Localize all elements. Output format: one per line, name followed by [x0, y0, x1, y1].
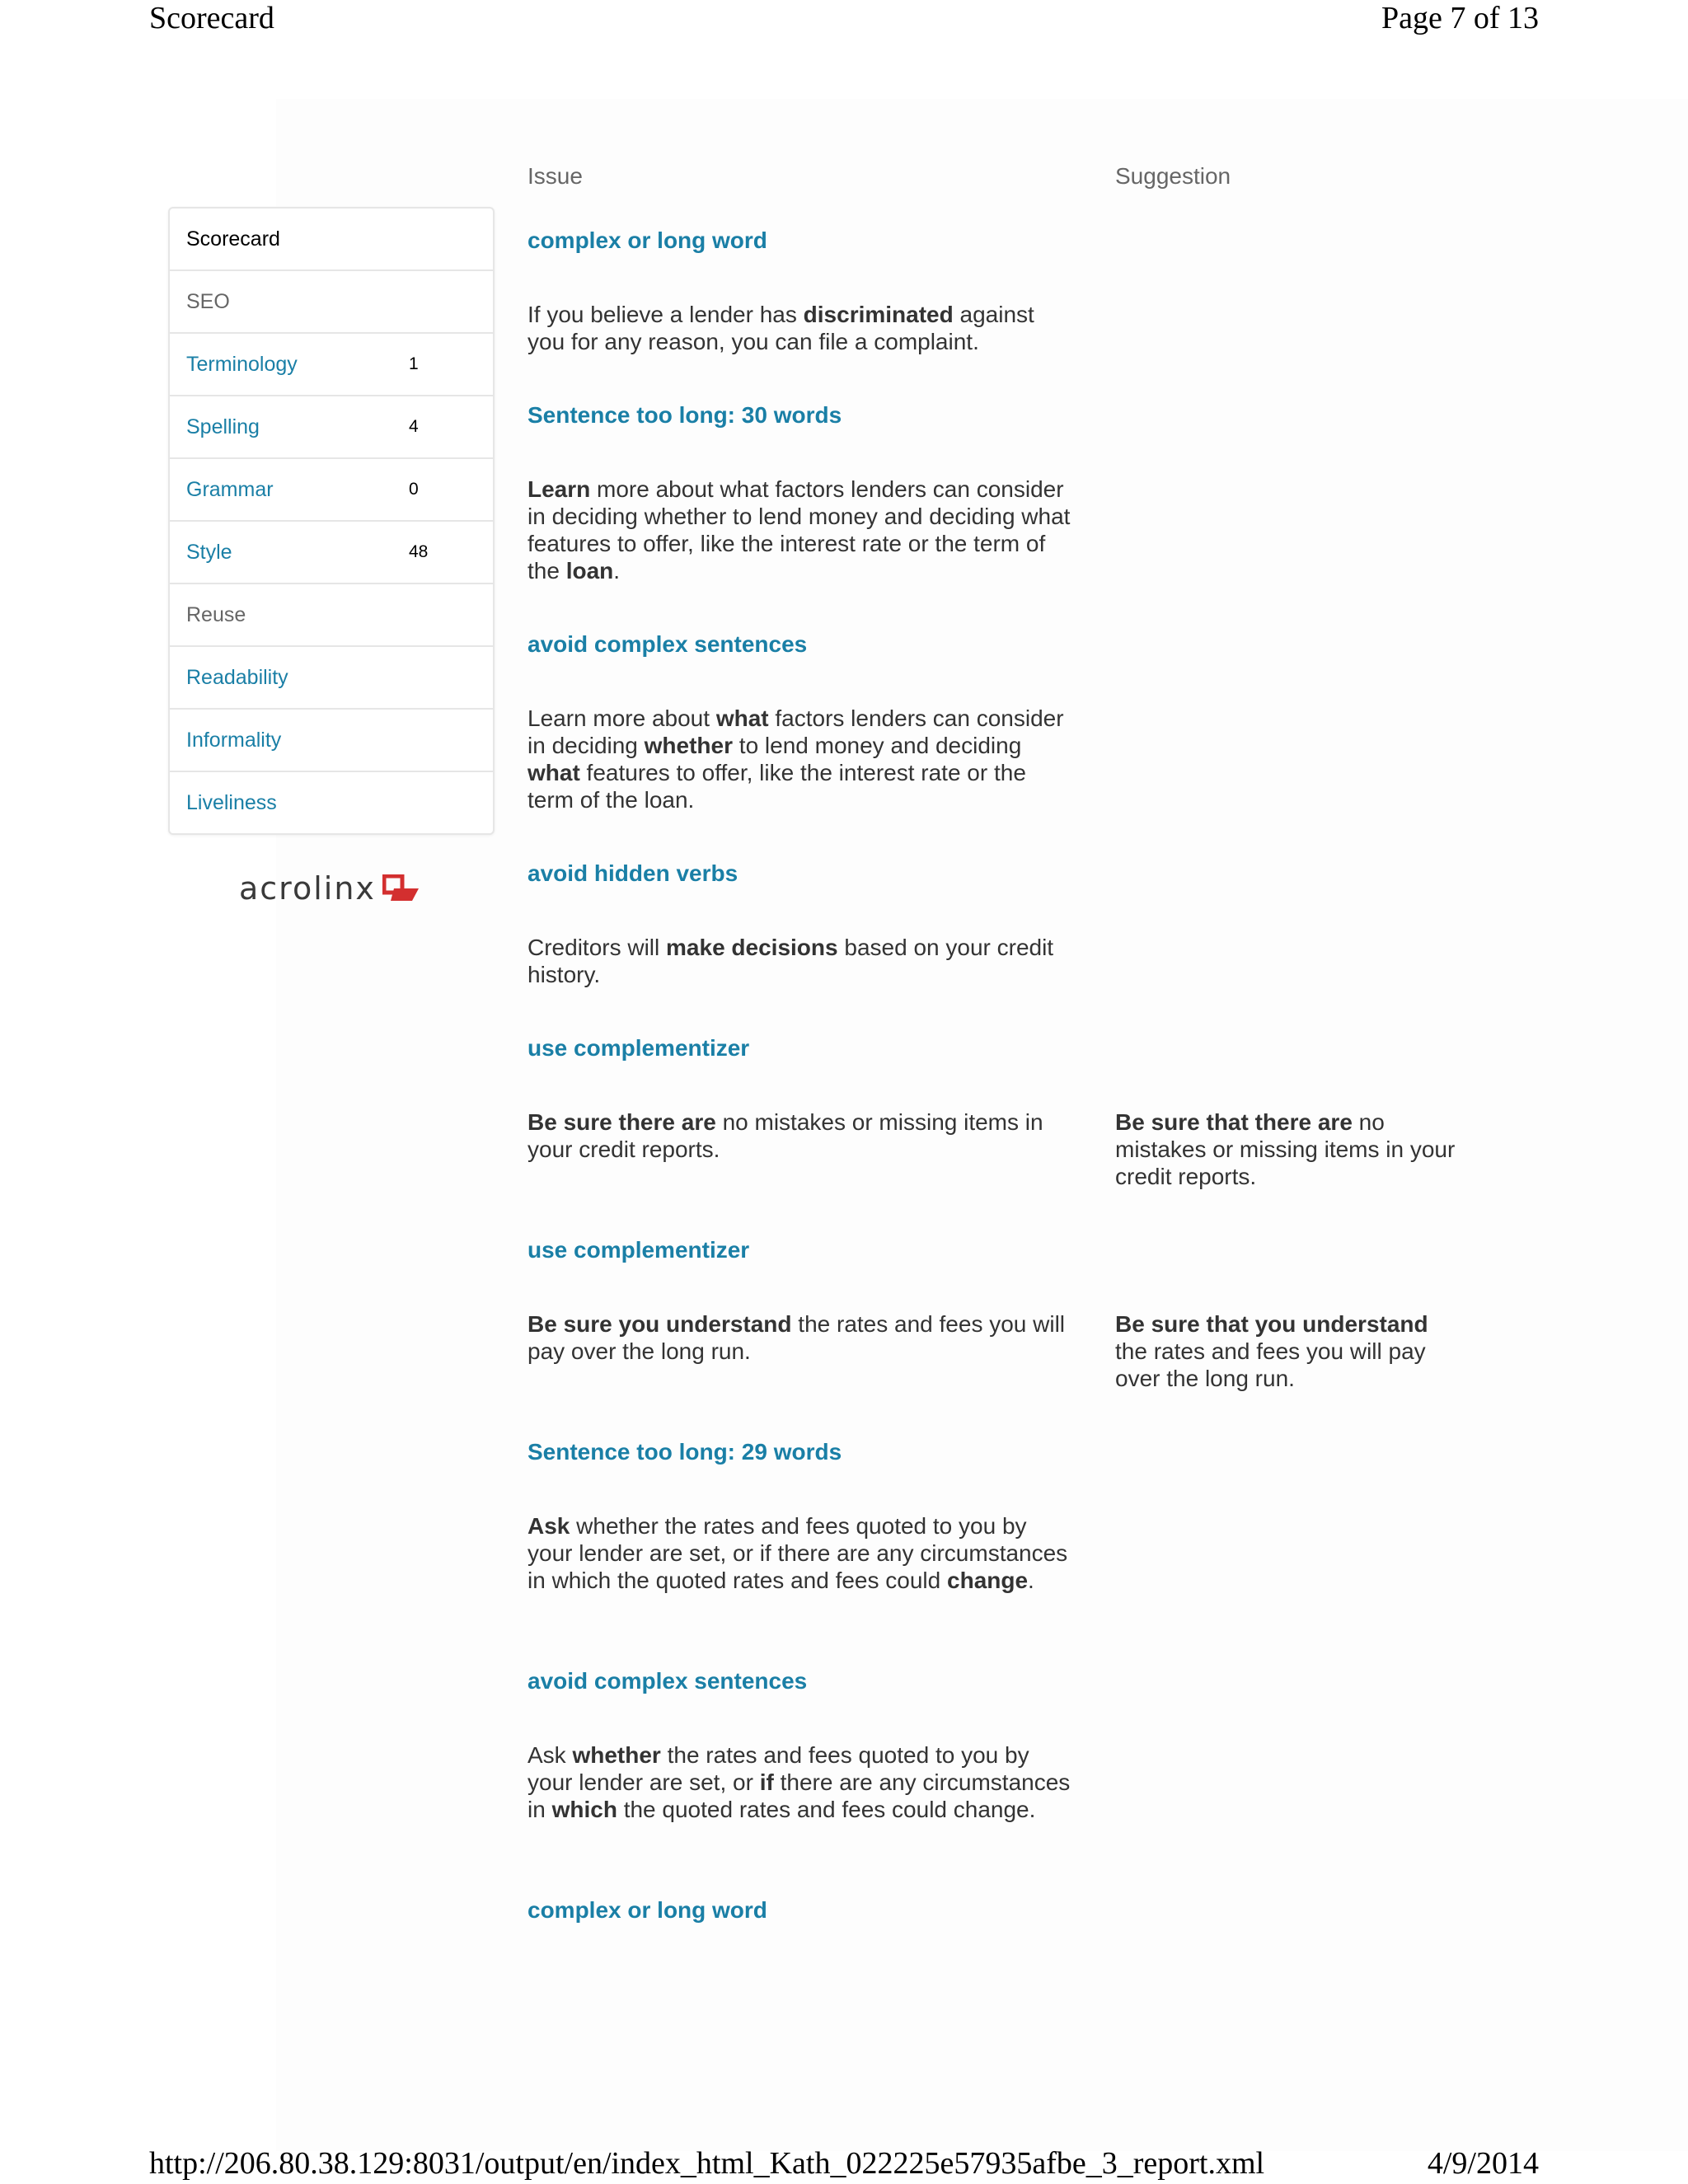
- sidebar-item-count: 1: [409, 354, 419, 373]
- text-segment: more about what factors lenders can consider in deciding whether to lend money and deciding what features to offer, like the interest rate or the term of the: [528, 476, 1071, 583]
- highlighted-phrase: whether: [572, 1742, 661, 1768]
- issue-title[interactable]: Sentence too long: 29 words: [528, 1439, 842, 1465]
- highlighted-phrase: what: [715, 705, 769, 731]
- sidebar-item-label: Readability: [186, 665, 288, 689]
- acrolinx-mark-icon: [382, 874, 420, 902]
- text-segment: against you for any reason, you can file a complaint.: [528, 302, 1034, 354]
- sidebar-item-label: Liveliness: [186, 790, 277, 814]
- print-footer-url: http://206.80.38.129:8031/output/en/index_html_Kath_022225e57935afbe_3_report.xml: [149, 2146, 1265, 2181]
- sidebar-item-reuse: [170, 584, 493, 647]
- sidebar-item-count: 4: [409, 417, 419, 436]
- sidebar-item-label: SEO: [186, 289, 230, 313]
- text-segment: .: [613, 558, 621, 583]
- text-segment: factors lenders can consider in deciding: [528, 705, 1064, 758]
- issue-text: [528, 1512, 1071, 1594]
- sidebar-item-count: 48: [409, 542, 429, 561]
- sidebar-item-label: Spelling: [186, 415, 260, 438]
- highlighted-phrase: Learn: [528, 476, 591, 502]
- suggestion-column-header: Suggestion: [1115, 163, 1231, 189]
- sidebar-item-informality[interactable]: [170, 710, 493, 772]
- sidebar-item-readability[interactable]: [170, 647, 493, 710]
- sidebar-item-style[interactable]: [170, 522, 493, 584]
- text-segment: there are any circumstances in: [528, 1769, 1071, 1822]
- issue-text: [528, 301, 1071, 355]
- highlighted-phrase: Be sure there are: [528, 1109, 716, 1135]
- text-segment: Learn more about: [528, 705, 716, 731]
- highlighted-phrase: what: [528, 760, 580, 785]
- issue-title[interactable]: use complementizer: [528, 1237, 750, 1263]
- sidebar-item-label: Reuse: [186, 602, 246, 626]
- print-header-title: Scorecard: [149, 1, 274, 35]
- highlighted-phrase: discriminated: [803, 302, 954, 327]
- text-segment: Ask: [528, 1742, 573, 1768]
- sidebar-item-scorecard[interactable]: [170, 209, 493, 271]
- highlighted-phrase: if: [759, 1769, 774, 1795]
- highlighted-phrase: Be sure that there are: [1115, 1109, 1353, 1135]
- sidebar-item-spelling[interactable]: [170, 396, 493, 459]
- sidebar-item-label: Terminology: [186, 352, 298, 376]
- sidebar-item-label: Informality: [186, 728, 282, 752]
- highlighted-phrase: Be sure you understand: [528, 1311, 792, 1337]
- text-segment: no mistakes or missing items in your credit reports.: [528, 1109, 1043, 1162]
- sidebar-item-label: Style: [186, 540, 232, 564]
- issue-text: [528, 705, 1071, 813]
- issue-text: [528, 934, 1071, 988]
- text-segment: .: [1028, 1568, 1034, 1593]
- issue-text: [528, 1108, 1071, 1163]
- suggestion-text: [1115, 1310, 1461, 1392]
- highlighted-phrase: whether: [644, 733, 734, 758]
- text-segment: features to offer, like the interest rate or the term of the loan.: [528, 760, 1026, 813]
- suggestion-text: [1115, 1108, 1461, 1190]
- text-segment: the quoted rates and fees could change.: [617, 1797, 1036, 1822]
- print-header-page-number: Page 7 of 13: [1381, 1, 1539, 35]
- text-segment: Creditors will: [528, 935, 667, 960]
- sidebar-item-count: 0: [409, 480, 419, 499]
- scorecard-sidebar: [168, 207, 495, 835]
- text-segment: If you believe a lender has: [528, 302, 804, 327]
- highlighted-phrase: make decisions: [666, 935, 838, 960]
- logo-text: acrolinx: [239, 870, 376, 907]
- text-segment: based on your credit history.: [528, 935, 1054, 987]
- sidebar-item-terminology[interactable]: [170, 334, 493, 396]
- text-segment: no mistakes or missing items in your credit reports.: [1115, 1109, 1456, 1189]
- acrolinx-logo: [239, 870, 420, 907]
- highlighted-phrase: which: [551, 1797, 617, 1822]
- issue-title[interactable]: avoid hidden verbs: [528, 860, 738, 886]
- sidebar-item-liveliness[interactable]: [170, 772, 493, 833]
- issue-title[interactable]: Sentence too long: 30 words: [528, 402, 842, 428]
- highlighted-phrase: loan: [565, 558, 614, 583]
- issue-title[interactable]: avoid complex sentences: [528, 631, 808, 657]
- sidebar-item-label: Scorecard: [186, 227, 280, 251]
- issue-text: [528, 1310, 1071, 1365]
- highlighted-phrase: Be sure that you understand: [1115, 1311, 1428, 1337]
- sidebar-item-label: Grammar: [186, 477, 274, 501]
- highlighted-phrase: change: [947, 1568, 1029, 1593]
- highlighted-phrase: Ask: [528, 1513, 570, 1539]
- text-segment: the rates and fees quoted to you by your lender are set, or: [528, 1742, 1029, 1795]
- issue-text: [528, 1741, 1071, 1823]
- issue-title[interactable]: complex or long word: [528, 1897, 767, 1923]
- text-segment: to lend money and deciding: [733, 733, 1022, 758]
- issue-title[interactable]: avoid complex sentences: [528, 1668, 808, 1694]
- sidebar-item-seo: [170, 271, 493, 334]
- sidebar-item-grammar[interactable]: [170, 459, 493, 522]
- text-segment: the rates and fees you will pay over the long run.: [528, 1311, 1066, 1364]
- issue-title[interactable]: use complementizer: [528, 1035, 750, 1061]
- text-segment: the rates and fees you will pay over the long run.: [1115, 1338, 1426, 1391]
- issue-text: [528, 476, 1071, 584]
- text-segment: whether the rates and fees quoted to you by your lender are set, or if there are any circumstances in which the quoted rates and fees could: [528, 1513, 1068, 1593]
- print-footer-date: 4/9/2014: [1427, 2146, 1539, 2181]
- issue-title[interactable]: complex or long word: [528, 227, 767, 253]
- issue-column-header: Issue: [528, 163, 583, 189]
